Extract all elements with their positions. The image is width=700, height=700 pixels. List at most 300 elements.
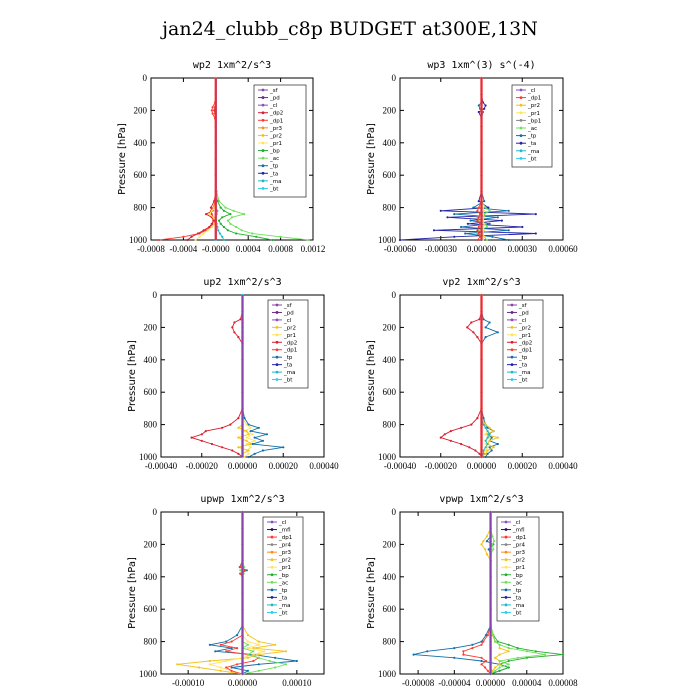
data-point bbox=[220, 207, 222, 209]
data-point bbox=[280, 236, 282, 238]
data-point bbox=[487, 670, 489, 672]
data-point bbox=[460, 427, 462, 429]
data-point bbox=[251, 232, 253, 234]
x-tick-label: 0.00040 bbox=[548, 461, 578, 471]
legend-marker bbox=[271, 566, 274, 569]
data-point bbox=[255, 236, 257, 238]
data-point bbox=[231, 449, 233, 451]
data-point bbox=[250, 427, 252, 429]
data-point bbox=[201, 433, 203, 435]
data-point bbox=[535, 650, 537, 652]
legend-marker bbox=[520, 142, 523, 145]
data-point bbox=[483, 216, 485, 218]
legend-label: _ta bbox=[513, 595, 522, 602]
data-point bbox=[480, 543, 482, 545]
legend-marker bbox=[511, 333, 514, 336]
legend-marker bbox=[520, 89, 523, 92]
legend-label: _cl bbox=[519, 317, 527, 324]
legend-marker bbox=[520, 149, 523, 152]
data-point bbox=[258, 663, 260, 665]
legend-label: _dp1 bbox=[279, 535, 293, 542]
data-point bbox=[254, 437, 256, 439]
legend-marker bbox=[276, 341, 279, 344]
data-point bbox=[489, 321, 491, 323]
data-point bbox=[225, 650, 227, 652]
data-point bbox=[239, 573, 241, 575]
y-tick-label: 400 bbox=[382, 137, 396, 148]
data-point bbox=[478, 453, 480, 455]
data-point bbox=[211, 213, 213, 215]
data-point bbox=[562, 654, 564, 656]
legend-marker bbox=[271, 604, 274, 607]
data-point bbox=[487, 446, 489, 448]
legend-marker bbox=[271, 573, 274, 576]
panel-title: wp2 1xm^2/s^3 bbox=[192, 60, 272, 71]
legend-label: _ta bbox=[279, 595, 288, 602]
data-point bbox=[478, 318, 480, 320]
legend-marker bbox=[505, 558, 508, 561]
data-point bbox=[203, 229, 205, 231]
data-point bbox=[247, 644, 249, 646]
x-tick-label: 0.00020 bbox=[507, 461, 537, 471]
legend-marker bbox=[271, 611, 274, 614]
legend-label: _tp bbox=[513, 587, 522, 594]
data-point bbox=[478, 104, 480, 106]
legend-label: _cl bbox=[284, 317, 292, 324]
data-point bbox=[493, 540, 495, 542]
data-point bbox=[211, 210, 213, 212]
data-point bbox=[231, 666, 233, 668]
legend-marker bbox=[276, 319, 279, 322]
legend-label: _dp1 bbox=[284, 347, 298, 354]
data-point bbox=[499, 666, 501, 668]
legend-label: _pd bbox=[270, 95, 280, 102]
y-axis-label: Pressure [hPa] bbox=[366, 340, 377, 412]
data-point bbox=[482, 424, 484, 426]
legend-label: _ac bbox=[528, 126, 538, 132]
legend-label: _dp2 bbox=[270, 110, 284, 117]
data-point bbox=[241, 229, 243, 231]
data-point bbox=[485, 336, 487, 338]
legend-label: _ac bbox=[279, 580, 289, 587]
x-tick-label: 0.00004 bbox=[512, 678, 542, 688]
data-point bbox=[229, 424, 231, 426]
data-point bbox=[482, 417, 484, 419]
data-point bbox=[491, 449, 493, 451]
y-tick-label: 800 bbox=[133, 202, 147, 213]
legend-marker bbox=[511, 326, 514, 329]
series-line-dp2 bbox=[441, 295, 482, 457]
data-point bbox=[489, 433, 491, 435]
data-point bbox=[252, 443, 254, 445]
data-point bbox=[483, 236, 485, 238]
legend-label: _bt bbox=[270, 186, 279, 193]
data-point bbox=[252, 433, 254, 435]
data-point bbox=[198, 666, 200, 668]
legend-label: _pr2 bbox=[284, 325, 297, 332]
legend-marker bbox=[262, 89, 265, 92]
data-point bbox=[535, 213, 537, 215]
data-point bbox=[462, 650, 464, 652]
legend-label: _dp2 bbox=[519, 340, 533, 347]
data-point bbox=[489, 437, 491, 439]
data-point bbox=[494, 670, 496, 672]
legend-marker bbox=[262, 104, 265, 107]
legend-marker bbox=[511, 341, 514, 344]
data-point bbox=[236, 634, 238, 636]
legend-label: _bp bbox=[270, 148, 280, 155]
data-point bbox=[487, 430, 489, 432]
legend-marker bbox=[271, 581, 274, 584]
data-point bbox=[462, 654, 464, 656]
legend-label: _pd bbox=[519, 310, 529, 317]
legend-marker bbox=[271, 536, 274, 539]
y-tick-label: 600 bbox=[382, 604, 396, 615]
data-point bbox=[235, 232, 237, 234]
y-tick-label: 800 bbox=[382, 636, 396, 647]
data-point bbox=[521, 226, 523, 228]
data-point bbox=[478, 207, 480, 209]
data-point bbox=[486, 540, 488, 542]
legend-label: _bt bbox=[528, 156, 537, 163]
data-point bbox=[484, 666, 486, 668]
legend-label: _pr2 bbox=[528, 103, 541, 110]
data-point bbox=[478, 232, 480, 234]
panel-4 bbox=[366, 277, 578, 471]
data-point bbox=[433, 229, 435, 231]
data-point bbox=[250, 443, 252, 445]
y-tick-label: 0 bbox=[152, 290, 157, 300]
data-point bbox=[186, 239, 188, 241]
data-point bbox=[471, 644, 473, 646]
data-point bbox=[243, 456, 245, 458]
y-tick-label: 400 bbox=[143, 354, 157, 365]
data-point bbox=[236, 663, 238, 665]
data-point bbox=[499, 663, 501, 665]
data-point bbox=[485, 207, 487, 209]
legend-marker bbox=[262, 126, 265, 129]
series-line-dp2 bbox=[192, 295, 243, 457]
data-point bbox=[218, 220, 220, 222]
legend-label: _pr1 bbox=[279, 565, 292, 572]
legend-label: _tp bbox=[519, 355, 528, 362]
x-tick-label: 0.00010 bbox=[282, 678, 312, 688]
legend-marker bbox=[262, 172, 265, 175]
data-point bbox=[485, 104, 487, 106]
data-point bbox=[231, 641, 233, 643]
data-point bbox=[482, 540, 484, 542]
legend-label: _ta bbox=[519, 362, 528, 369]
legend-label: _mfl bbox=[279, 527, 291, 534]
legend-label: _ma bbox=[284, 370, 296, 377]
panel-title: vp2 1xm^2/s^3 bbox=[442, 277, 521, 288]
data-point bbox=[480, 663, 482, 665]
data-point bbox=[486, 535, 488, 537]
x-tick-label: 0.00000 bbox=[227, 678, 258, 688]
data-point bbox=[225, 660, 227, 662]
data-point bbox=[212, 106, 214, 108]
data-point bbox=[237, 437, 239, 439]
data-point bbox=[508, 644, 510, 646]
data-point bbox=[231, 216, 233, 218]
data-point bbox=[508, 660, 510, 662]
data-point bbox=[211, 223, 213, 225]
panel-2 bbox=[366, 60, 578, 254]
legend-marker bbox=[262, 149, 265, 152]
data-point bbox=[508, 239, 510, 241]
data-point bbox=[235, 226, 237, 228]
legend-marker bbox=[262, 111, 265, 114]
data-point bbox=[237, 417, 239, 419]
data-point bbox=[478, 200, 480, 202]
data-point bbox=[499, 644, 501, 646]
data-point bbox=[480, 657, 482, 659]
legend-label: _pr2 bbox=[513, 557, 526, 564]
data-point bbox=[486, 553, 488, 555]
data-point bbox=[212, 220, 214, 222]
data-point bbox=[254, 453, 256, 455]
data-point bbox=[246, 430, 248, 432]
data-point bbox=[494, 641, 496, 643]
legend-label: _ma bbox=[279, 602, 291, 609]
data-point bbox=[493, 430, 495, 432]
data-point bbox=[220, 644, 222, 646]
legend-label: _pr1 bbox=[528, 110, 541, 117]
legend-label: _tp bbox=[279, 587, 288, 594]
data-point bbox=[476, 417, 478, 419]
x-tick-label: -0.00060 bbox=[383, 244, 417, 254]
panel-1 bbox=[117, 60, 325, 254]
data-point bbox=[243, 417, 245, 419]
data-point bbox=[486, 226, 488, 228]
data-point bbox=[225, 666, 227, 668]
x-tick-label: 0.00040 bbox=[309, 461, 339, 471]
data-point bbox=[250, 446, 252, 448]
data-point bbox=[483, 108, 485, 110]
legend-marker bbox=[262, 96, 265, 99]
data-point bbox=[413, 654, 415, 656]
y-tick-label: 1000 bbox=[139, 669, 157, 679]
data-point bbox=[487, 207, 489, 209]
legend-marker bbox=[520, 111, 523, 114]
data-point bbox=[476, 239, 478, 241]
legend-label: _pr1 bbox=[270, 141, 283, 147]
data-point bbox=[209, 644, 211, 646]
data-point bbox=[210, 207, 212, 209]
x-tick-label: 0.00030 bbox=[507, 244, 537, 254]
data-point bbox=[233, 210, 235, 212]
legend-marker bbox=[276, 333, 279, 336]
data-point bbox=[203, 232, 205, 234]
data-point bbox=[489, 440, 491, 442]
legend-marker bbox=[505, 573, 508, 576]
legend-label: _pr2 bbox=[519, 325, 532, 332]
x-tick-label: -0.00040 bbox=[144, 461, 178, 471]
legend-label: _bp1 bbox=[528, 118, 542, 125]
data-point bbox=[444, 433, 446, 435]
y-tick-label: 600 bbox=[382, 170, 396, 181]
legend-marker bbox=[262, 142, 265, 145]
data-point bbox=[399, 239, 401, 241]
data-point bbox=[482, 318, 484, 320]
legend-marker bbox=[511, 378, 514, 381]
legend-label: _tp bbox=[284, 355, 293, 362]
y-tick-label: 800 bbox=[382, 202, 396, 213]
data-point bbox=[246, 440, 248, 442]
legend-marker bbox=[276, 378, 279, 381]
data-point bbox=[508, 663, 510, 665]
data-point bbox=[497, 216, 499, 218]
y-tick-label: 1000 bbox=[378, 452, 396, 462]
series-line-tp bbox=[414, 512, 509, 674]
data-point bbox=[492, 548, 494, 550]
legend-marker bbox=[505, 528, 508, 531]
y-tick-label: 200 bbox=[382, 322, 396, 333]
data-point bbox=[190, 236, 192, 238]
data-point bbox=[484, 548, 486, 550]
data-point bbox=[464, 232, 466, 234]
figure-title: jan24_clubb_c8p BUDGET at300E,13N bbox=[162, 18, 538, 40]
data-point bbox=[246, 437, 248, 439]
x-tick-label: -0.00004 bbox=[438, 678, 471, 688]
data-point bbox=[487, 634, 489, 636]
data-point bbox=[499, 670, 501, 672]
panel-title: wp3 1xm^(3) s^(-4) bbox=[427, 60, 536, 71]
data-point bbox=[209, 660, 211, 662]
data-point bbox=[247, 670, 249, 672]
series-line-dp1 bbox=[221, 512, 259, 674]
data-point bbox=[231, 670, 233, 672]
data-point bbox=[223, 239, 225, 241]
legend-marker bbox=[511, 363, 514, 366]
data-point bbox=[199, 236, 201, 238]
legend-label: _sf bbox=[270, 88, 278, 94]
data-point bbox=[476, 336, 478, 338]
data-point bbox=[231, 326, 233, 328]
data-point bbox=[492, 634, 494, 636]
x-tick-label: -0.00008 bbox=[401, 678, 435, 688]
legend-marker bbox=[520, 104, 523, 107]
data-point bbox=[233, 321, 235, 323]
legend-marker bbox=[262, 134, 265, 137]
x-tick-label: -0.00020 bbox=[185, 461, 218, 471]
data-point bbox=[453, 213, 455, 215]
data-point bbox=[476, 229, 478, 231]
x-tick-label: -0.00040 bbox=[383, 461, 417, 471]
data-point bbox=[236, 647, 238, 649]
data-point bbox=[480, 660, 482, 662]
data-point bbox=[460, 226, 462, 228]
data-point bbox=[252, 654, 254, 656]
legend-label: _sf bbox=[519, 303, 527, 309]
data-point bbox=[271, 239, 273, 241]
legend bbox=[503, 300, 543, 388]
data-point bbox=[258, 641, 260, 643]
y-tick-label: 200 bbox=[382, 539, 396, 550]
data-point bbox=[453, 647, 455, 649]
legend-label: _dp1 bbox=[513, 535, 527, 542]
data-point bbox=[258, 427, 260, 429]
y-tick-label: 200 bbox=[143, 322, 157, 333]
legend-marker bbox=[262, 119, 265, 122]
data-point bbox=[472, 331, 474, 333]
legend-marker bbox=[505, 543, 508, 546]
y-tick-label: 0 bbox=[391, 73, 396, 83]
y-tick-label: 400 bbox=[382, 571, 396, 582]
x-tick-label: 0.00000 bbox=[466, 244, 497, 254]
legend-marker bbox=[505, 536, 508, 539]
legend-label: _cl bbox=[279, 520, 287, 526]
y-tick-label: 0 bbox=[391, 290, 396, 300]
data-point bbox=[243, 213, 245, 215]
data-point bbox=[244, 569, 246, 571]
panel-5 bbox=[127, 494, 324, 688]
y-tick-label: 600 bbox=[382, 387, 396, 398]
legend-label: _bt bbox=[284, 377, 293, 384]
data-point bbox=[296, 660, 298, 662]
data-point bbox=[239, 566, 241, 568]
data-point bbox=[535, 232, 537, 234]
data-point bbox=[493, 446, 495, 448]
data-point bbox=[497, 331, 499, 333]
y-tick-label: 0 bbox=[152, 507, 157, 517]
legend-marker bbox=[511, 356, 514, 359]
series-line-pr1 bbox=[210, 512, 264, 674]
x-tick-label: -0.0004 bbox=[169, 244, 198, 254]
data-point bbox=[485, 433, 487, 435]
data-point bbox=[247, 634, 249, 636]
y-axis-label: Pressure [hPa] bbox=[127, 340, 138, 412]
data-point bbox=[258, 657, 260, 659]
x-tick-label: -0.0008 bbox=[137, 244, 165, 254]
data-point bbox=[544, 654, 546, 656]
data-point bbox=[497, 443, 499, 445]
data-point bbox=[269, 660, 271, 662]
data-point bbox=[205, 213, 207, 215]
data-point bbox=[485, 427, 487, 429]
data-point bbox=[207, 229, 209, 231]
legend-marker bbox=[505, 604, 508, 607]
data-point bbox=[247, 647, 249, 649]
legend-marker bbox=[276, 363, 279, 366]
legend-marker bbox=[271, 528, 274, 531]
legend-label: _ma bbox=[270, 178, 282, 185]
data-point bbox=[482, 449, 484, 451]
legend-label: _bp bbox=[279, 572, 289, 579]
data-point bbox=[487, 443, 489, 445]
data-point bbox=[248, 456, 250, 458]
data-point bbox=[247, 654, 249, 656]
x-tick-label: 0.00020 bbox=[268, 461, 298, 471]
data-point bbox=[460, 443, 462, 445]
y-tick-label: 0 bbox=[142, 73, 147, 83]
data-point bbox=[485, 453, 487, 455]
data-point bbox=[250, 430, 252, 432]
legend-marker bbox=[271, 521, 274, 524]
legend-label: _mfl bbox=[513, 527, 525, 534]
x-tick-label: -0.00030 bbox=[424, 244, 457, 254]
legend-label: _cl bbox=[270, 103, 278, 110]
data-point bbox=[258, 670, 260, 672]
data-point bbox=[482, 453, 484, 455]
legend-marker bbox=[520, 119, 523, 122]
legend-label: _ma bbox=[519, 370, 531, 377]
data-point bbox=[485, 326, 487, 328]
series-line-pr1 bbox=[243, 295, 255, 457]
legend-label: _ta bbox=[270, 171, 279, 178]
data-point bbox=[220, 223, 222, 225]
data-point bbox=[237, 336, 239, 338]
